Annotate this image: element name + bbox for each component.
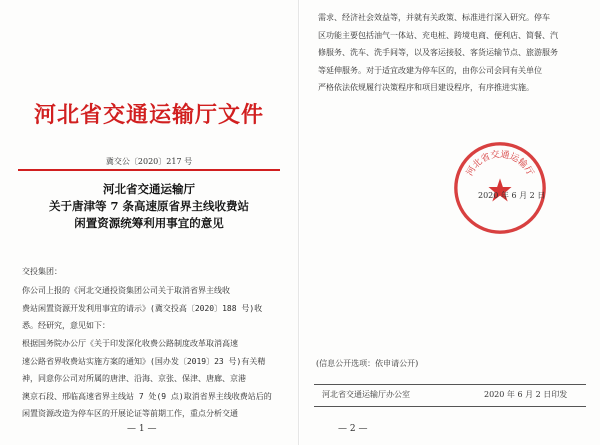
paragraph-line: 悉。经研究，意见如下： xyxy=(22,321,110,330)
paragraph-line: 澳京石段、邢临高速省界主线站 7 处(9 点)取消省界主线收费站后的 xyxy=(22,391,272,401)
paragraph-line: 闲置资源改造为停车区的开展论证等前期工作，重点分析交通 xyxy=(22,409,238,418)
footer-issue-date: 2020 年 6 月 2 日印发 xyxy=(484,390,568,399)
title-line-3: 闲置资源统筹利用事宜的意见 xyxy=(74,216,224,230)
document-page-left xyxy=(0,0,299,445)
paragraph-line: 严格依法依规履行决策程序和项目建设程序，有序推进实施。 xyxy=(318,83,534,92)
paragraph-line: 神，同意你公司对所属的唐津、沿海、京张、保津、唐廊、京港 xyxy=(22,374,246,383)
paragraph-3 xyxy=(318,9,588,97)
official-seal-icon xyxy=(452,140,548,236)
paragraph-line: 你公司上报的《河北交通投资集团公司关于取消省界主线收 xyxy=(22,286,230,295)
document-header-title: 河北省交通运输厅文件 xyxy=(33,103,264,128)
page-number-right: — 2 — xyxy=(338,424,368,434)
paragraph-2 xyxy=(22,335,284,423)
document-number: 冀交公〔2020〕217 号 xyxy=(105,157,193,166)
salutation: 交投集团： xyxy=(22,267,62,276)
paragraph-line: 费站闲置资源开发利用事宜的请示》(冀交投高〔2020〕188 号)收 xyxy=(22,303,263,313)
footer-rule-bottom xyxy=(314,406,586,407)
disclosure-note: (信息公开选项：依申请公开) xyxy=(316,359,419,368)
footer-issuing-office: 河北省交通运输厅办公室 xyxy=(322,390,410,399)
paragraph-line: 区功能主要包括油气一体站、充电桩、跨境电商、便利店、简餐、汽 xyxy=(318,30,558,40)
paragraph-line: 根据国务院办公厅《关于印发深化收费公路制度改革取消高速 xyxy=(22,339,238,348)
paragraph-1 xyxy=(22,282,284,335)
paragraph-line: 速公路省界收费站实施方案的通知》(国办发〔2019〕23 号)有关精 xyxy=(22,356,266,366)
signing-date: 2020 年 6 月 2 日 xyxy=(478,191,546,200)
title-line-1: 河北省交通运输厅 xyxy=(103,182,195,196)
seal-text: 河北省交通运输厅 xyxy=(465,150,535,178)
page-number-left: — 1 — xyxy=(127,424,157,434)
footer-rule-top xyxy=(314,384,586,385)
paragraph-line: 等延伸服务。对于适宜改建为停车区的，由你公司会同有关单位 xyxy=(318,65,542,75)
red-separator-line xyxy=(18,169,280,171)
paragraph-line: 需求、经济社会效益等，并就有关政策、标准进行深入研究。停车 xyxy=(318,13,550,22)
title-line-2: 关于唐津等 7 条高速原省界主线收费站 xyxy=(48,199,249,213)
paragraph-line: 修服务、洗车、洗手间等，以及客运接驳、客货运输节点、旅游服务 xyxy=(318,48,558,57)
